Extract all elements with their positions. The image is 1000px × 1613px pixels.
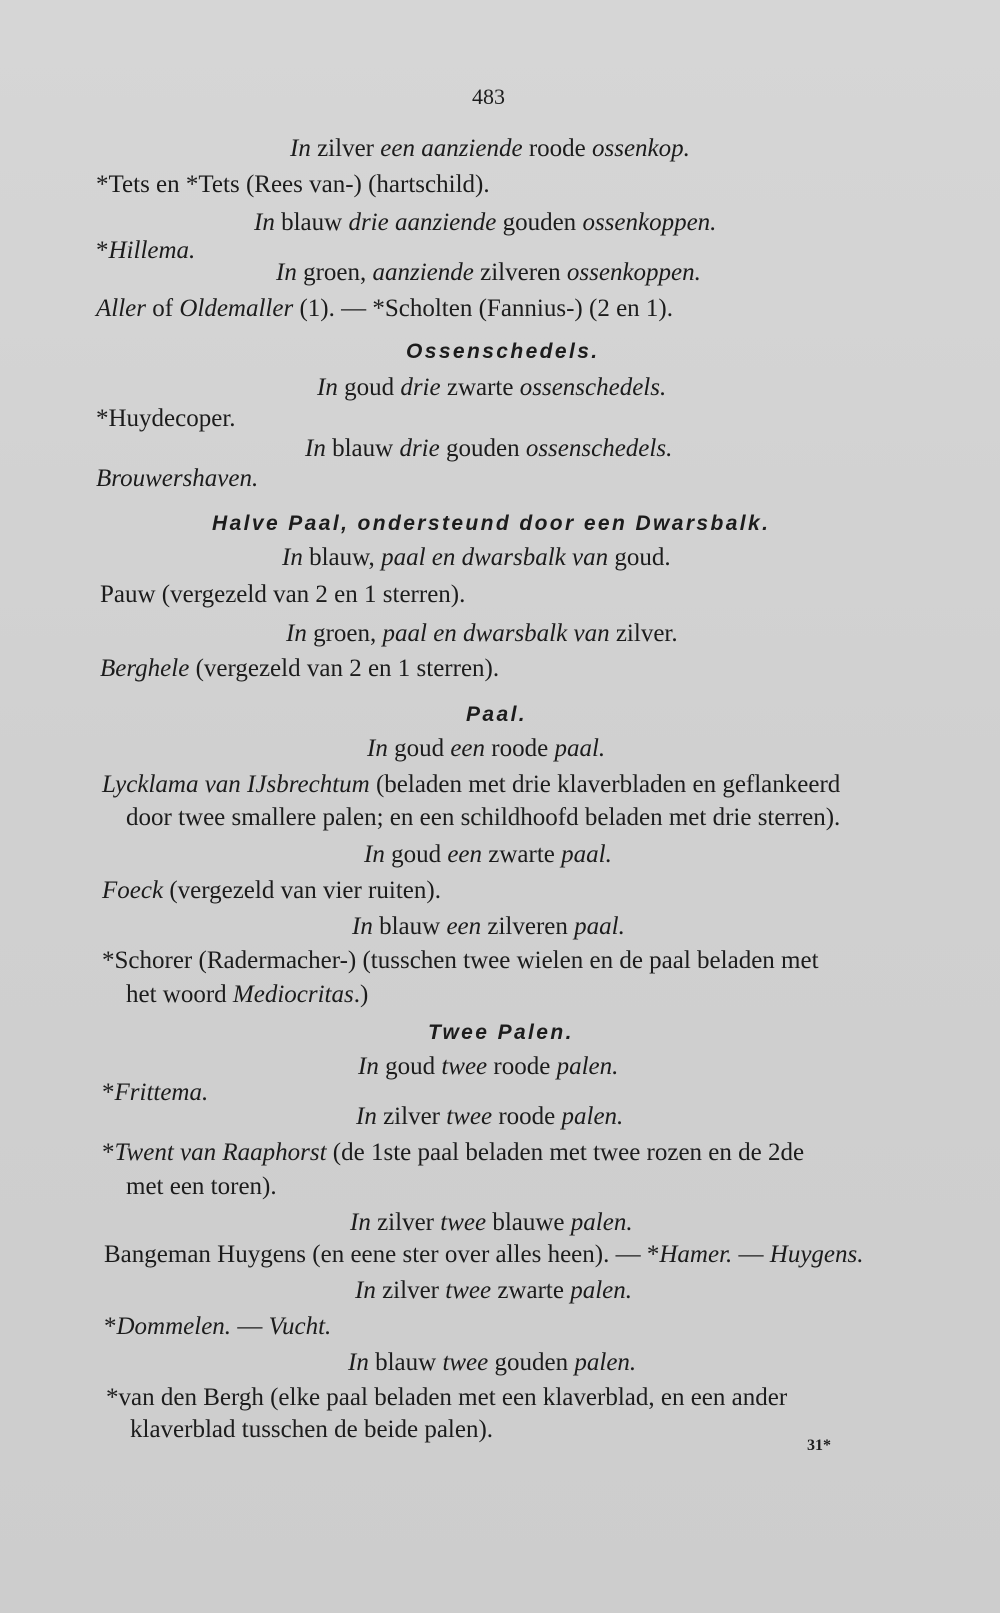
italic-segment: paal en dwarsbalk van — [381, 544, 609, 571]
text-line — [352, 912, 625, 942]
text-line — [358, 1052, 618, 1082]
italic-segment: In — [276, 259, 297, 286]
text-segment: goud — [378, 1053, 442, 1080]
italic-segment: Aller — [96, 295, 146, 322]
text-line — [102, 1138, 804, 1168]
text-segment: ) — [360, 981, 369, 1008]
text-segment: Ossenschedels. — [406, 340, 600, 363]
section-heading — [212, 509, 770, 539]
text-segment: blauw — [325, 435, 400, 462]
text-segment: goud. — [608, 544, 671, 571]
italic-segment: In — [286, 620, 307, 647]
text-segment: zilver — [376, 1103, 447, 1130]
italic-segment: In — [350, 1209, 371, 1236]
text-segment: blauw, — [302, 544, 382, 571]
text-line — [290, 134, 690, 164]
italic-segment: paal. — [554, 735, 606, 762]
section-heading — [428, 1018, 574, 1048]
text-segment: roode — [522, 135, 592, 162]
text-line — [286, 619, 678, 649]
italic-segment: Dommelen. — [116, 1313, 232, 1340]
text-segment: * — [102, 1139, 115, 1166]
text-segment: door twee smallere palen; en een schildhoofd beladen met drie sterren). — [126, 804, 841, 831]
text-segment: goud — [387, 735, 451, 762]
text-segment: Pauw (vergezeld van 2 en 1 sterren). — [100, 581, 466, 608]
text-segment: — — [732, 1241, 770, 1268]
text-segment: zilver — [310, 135, 381, 162]
italic-segment: In — [282, 544, 303, 571]
italic-segment: drie — [400, 374, 441, 401]
italic-segment: In — [355, 1277, 376, 1304]
text-segment: zwarte — [482, 841, 562, 868]
text-segment: (vergezeld van 2 en 1 sterren). — [189, 655, 500, 682]
section-heading — [466, 700, 527, 730]
text-segment: het woord — [126, 981, 233, 1008]
section-heading — [406, 337, 600, 367]
text-line — [96, 464, 258, 494]
text-line — [104, 1312, 331, 1342]
text-line — [126, 980, 368, 1010]
text-line — [100, 580, 465, 610]
italic-segment: Hamer. — [659, 1241, 733, 1268]
text-line — [356, 1102, 623, 1132]
italic-segment: drie — [399, 435, 440, 462]
text-line — [106, 1383, 787, 1413]
text-segment: roode — [485, 735, 555, 762]
text-segment: Twee Palen. — [428, 1021, 574, 1044]
text-line — [104, 1240, 864, 1270]
text-line — [317, 373, 666, 403]
text-line — [102, 1078, 208, 1108]
text-segment: Paal. — [466, 703, 528, 726]
text-segment: gouden — [488, 1349, 575, 1376]
text-segment: Bangeman Huygens (en eene ster over alles heen). — * — [104, 1241, 660, 1268]
text-line — [254, 208, 716, 238]
italic-segment: ossenschedels. — [519, 374, 667, 401]
italic-segment: een — [446, 913, 482, 940]
text-segment: (de 1ste paal beladen met twee rozen en de 2de — [326, 1139, 805, 1166]
text-segment: *van den Bergh (elke paal beladen met een klaverblad, en een ander — [106, 1384, 788, 1411]
text-segment: roode — [492, 1103, 562, 1130]
text-segment: * — [102, 1079, 115, 1106]
text-segment: zilver — [375, 1277, 446, 1304]
italic-segment: Lycklama van IJsbrechtum — [102, 771, 370, 798]
italic-segment: palen. — [574, 1349, 637, 1376]
text-segment: zwarte — [491, 1277, 571, 1304]
italic-segment: twee — [445, 1277, 492, 1304]
italic-segment: paal. — [574, 913, 625, 940]
text-line — [96, 170, 490, 200]
italic-segment: In — [305, 435, 326, 462]
text-line — [100, 654, 499, 684]
italic-segment: een aanziende — [380, 135, 523, 162]
italic-segment: In — [364, 841, 385, 868]
text-segment: Halve Paal, ondersteund door een Dwarsbalk. — [212, 512, 771, 535]
text-segment: gouden — [496, 209, 583, 236]
text-line — [364, 840, 612, 870]
italic-segment: Brouwershaven. — [96, 465, 259, 492]
italic-segment: Berghele — [100, 655, 190, 682]
text-segment: (1). — *Scholten (Fannius-) (2 en 1). — [293, 295, 673, 322]
italic-segment: ossenkoppen. — [582, 209, 717, 236]
signature-mark: 31* — [807, 1437, 831, 1454]
italic-segment: paal en dwarsbalk van — [382, 620, 610, 647]
text-segment: gouden — [439, 435, 526, 462]
text-segment: of — [146, 295, 180, 322]
text-segment: * — [104, 1313, 117, 1340]
text-line — [126, 803, 840, 833]
text-segment: *Tets en *Tets (Rees van-) (hartschild). — [96, 171, 490, 198]
italic-segment: In — [352, 913, 373, 940]
italic-segment: drie aanziende — [348, 209, 497, 236]
italic-segment: In — [367, 735, 388, 762]
italic-segment: In — [358, 1053, 379, 1080]
italic-segment: twee — [440, 1209, 487, 1236]
text-line — [350, 1208, 633, 1238]
text-segment: blauw — [274, 209, 349, 236]
text-line — [282, 543, 671, 573]
text-segment: * — [96, 237, 109, 264]
text-segment: goud — [337, 374, 401, 401]
text-line — [126, 1172, 277, 1202]
italic-segment: Twent van Raaphorst — [114, 1139, 327, 1166]
italic-segment: twee — [441, 1053, 488, 1080]
italic-segment: palen. — [570, 1209, 633, 1236]
text-segment: zilveren — [473, 259, 567, 286]
italic-segment: Vucht. — [268, 1313, 332, 1340]
italic-segment: een — [450, 735, 486, 762]
italic-segment: paal. — [561, 841, 612, 868]
italic-segment: In — [356, 1103, 377, 1130]
italic-segment: palen. — [556, 1053, 619, 1080]
text-line — [305, 434, 672, 464]
text-segment: met een toren). — [126, 1173, 277, 1200]
text-line — [102, 770, 840, 800]
text-segment: *Schorer (Radermacher-) (tusschen twee wielen en de paal beladen met — [102, 947, 819, 974]
text-line — [276, 258, 701, 288]
text-line — [102, 946, 819, 976]
text-segment: klaverblad tusschen de beide palen). — [130, 1416, 494, 1443]
text-segment: groen, — [306, 620, 383, 647]
italic-segment: twee — [442, 1349, 489, 1376]
text-segment: zilver — [370, 1209, 441, 1236]
text-segment: blauwe — [486, 1209, 571, 1236]
italic-segment: Foeck — [102, 877, 164, 904]
italic-segment: In — [290, 135, 311, 162]
text-line — [96, 236, 195, 266]
text-line — [355, 1276, 632, 1306]
text-line — [367, 734, 605, 764]
italic-segment: Oldemaller — [179, 295, 294, 322]
text-line — [348, 1348, 636, 1378]
italic-segment: palen. — [561, 1103, 624, 1130]
text-segment: . — [353, 981, 360, 1008]
italic-segment: Huygens. — [769, 1241, 864, 1268]
page-number: 483 — [472, 84, 505, 109]
text-segment: (beladen met drie klaverbladen en geflankeerd — [369, 771, 841, 798]
text-segment: zilver. — [609, 620, 678, 647]
text-segment: — — [231, 1313, 269, 1340]
text-segment: roode — [487, 1053, 557, 1080]
italic-segment: ossenkoppen. — [566, 259, 701, 286]
text-segment: *Huydecoper. — [96, 405, 236, 432]
text-segment: zwarte — [440, 374, 520, 401]
text-segment: blauw — [372, 913, 447, 940]
text-segment: (vergezeld van vier ruiten). — [163, 877, 441, 904]
italic-segment: Hillema. — [108, 237, 196, 264]
italic-segment: een — [447, 841, 483, 868]
text-line — [96, 404, 236, 434]
italic-segment: ossenschedels. — [525, 435, 673, 462]
text-segment: goud — [384, 841, 448, 868]
text-line — [130, 1415, 493, 1445]
italic-segment: In — [348, 1349, 369, 1376]
italic-segment: palen. — [570, 1277, 632, 1304]
text-segment: blauw — [368, 1349, 443, 1376]
text-line — [102, 876, 441, 906]
italic-segment: In — [317, 374, 338, 401]
text-segment: groen, — [296, 259, 373, 286]
italic-segment: Mediocritas — [232, 981, 354, 1008]
italic-segment: twee — [446, 1103, 493, 1130]
italic-segment: In — [254, 209, 275, 236]
text-segment: zilveren — [481, 913, 575, 940]
italic-segment: ossenkop. — [591, 135, 690, 162]
text-line — [96, 294, 673, 324]
italic-segment: Frittema. — [114, 1079, 209, 1106]
italic-segment: aanziende — [372, 259, 474, 286]
